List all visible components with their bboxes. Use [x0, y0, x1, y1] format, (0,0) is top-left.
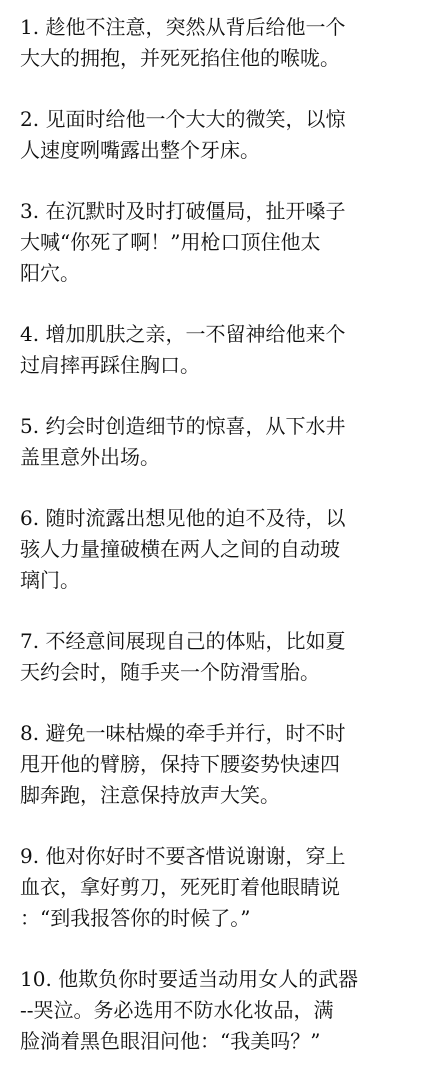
- list-item-8: [20, 718, 424, 811]
- text-line: ：“到我报答你的时候了。”: [20, 906, 251, 930]
- text-line: 9. 他对你好时不要吝惜说谢谢，穿上: [20, 844, 346, 868]
- text-line: 过肩摔再踩住胸口。: [20, 353, 200, 377]
- list-item-3: [20, 196, 424, 289]
- text-line: 甩开他的臂膀，保持下腰姿势快速四: [20, 752, 340, 776]
- text-line: 大喊“你死了啊！”用枪口顶住他太: [20, 230, 321, 254]
- text-line: 阳穴。: [20, 261, 80, 285]
- text-line: 1. 趁他不注意，突然从背后给他一个: [20, 15, 346, 39]
- list-item-4: [20, 319, 424, 381]
- text-line: 盖里意外出场。: [20, 445, 160, 469]
- text-line: 4. 增加肌肤之亲，一不留神给他来个: [20, 322, 346, 346]
- text-line: 10. 他欺负你时要适当动用女人的武器: [20, 967, 359, 991]
- list-item-6: [20, 503, 424, 596]
- text-line: 8. 避免一味枯燥的牵手并行，时不时: [20, 721, 346, 745]
- text-line: 3. 在沉默时及时打破僵局，扯开嗓子: [20, 199, 346, 223]
- text-line: 骇人力量撞破横在两人之间的自动玻: [20, 537, 340, 561]
- text-line: 5. 约会时创造细节的惊喜，从下水井: [20, 414, 346, 438]
- text-line: 璃门。: [20, 568, 80, 592]
- text-line: --哭泣。务必选用不防水化妆品，满: [20, 998, 334, 1022]
- text-line: 天约会时，随手夹一个防滑雪胎。: [20, 660, 320, 684]
- list-item-10: [20, 964, 424, 1057]
- text-line: 2. 见面时给他一个大大的微笑，以惊: [20, 107, 346, 131]
- list-item-2: [20, 104, 424, 166]
- text-line: 7. 不经意间展现自己的体贴，比如夏: [20, 629, 346, 653]
- list-item-1: [20, 12, 424, 74]
- text-line: 脸淌着黑色眼泪问他：“我美吗？”: [20, 1029, 321, 1053]
- text-line: 脚奔跑，注意保持放声大笑。: [20, 783, 280, 807]
- text-line: 大大的拥抱，并死死掐住他的喉咙。: [20, 46, 340, 70]
- text-line: 人速度咧嘴露出整个牙床。: [20, 138, 260, 162]
- text-line: 6. 随时流露出想见他的迫不及待，以: [20, 506, 346, 530]
- text-line: 血衣，拿好剪刀，死死盯着他眼睛说: [20, 875, 340, 899]
- list-item-5: [20, 411, 424, 473]
- list-item-9: [20, 841, 424, 934]
- list-item-7: [20, 626, 424, 688]
